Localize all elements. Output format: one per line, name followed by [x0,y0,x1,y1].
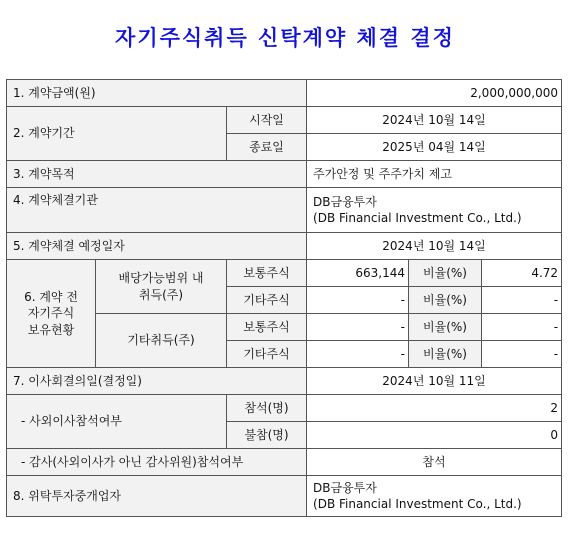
common-stock-qty: 663,144 [307,260,409,287]
absent-count: 0 [307,422,562,449]
contract-institution-label: 4. 계약체결기관 [7,188,307,233]
common-stock-label: 보통주식 [227,314,307,341]
table-row [7,107,562,134]
broker-value [307,476,562,517]
table-row [7,476,562,517]
contract-purpose-label: 3. 계약목적 [7,161,307,188]
other-stock-qty: - [307,341,409,368]
table-row [7,80,562,107]
broker-name-en: (DB Financial Investment Co., Ltd.) [313,497,522,511]
broker-name: DB금융투자 [313,480,377,495]
table-row [7,449,562,476]
other-acquisition-label: 기타취득(주) [96,314,227,368]
outside-directors-label: - 사외이사참석여부 [7,395,227,449]
other-stock-ratio: - [482,287,562,314]
table-row [7,188,562,233]
start-date-label: 시작일 [227,107,307,134]
table-row [7,395,562,422]
table-row [7,161,562,188]
institution-name: DB금융투자 [313,194,377,209]
board-resolution-value: 2024년 10월 11일 [307,368,562,395]
auditor-attendance-label: - 감사(사외이사가 아닌 감사위원)참석여부 [7,449,307,476]
disclosure-table [6,79,562,517]
contract-period-label: 2. 계약기간 [7,107,227,161]
scheduled-date-value: 2024년 10월 14일 [307,233,562,260]
present-count: 2 [307,395,562,422]
dividend-range-acquisition-label [96,260,227,314]
holdings-label-line: 보유현황 [27,322,75,337]
common-stock-qty: - [307,314,409,341]
common-stock-label: 보통주식 [227,260,307,287]
holdings-label-line: 자기주식 [27,306,75,321]
holdings-label-line: 6. 계약 전 [24,290,78,305]
table-row [7,233,562,260]
holdings-label [7,260,96,368]
institution-name-en: (DB Financial Investment Co., Ltd.) [313,211,522,225]
auditor-attendance-value: 참석 [307,449,562,476]
contract-amount-label: 1. 계약금액(원) [7,80,307,107]
absent-label: 불참(명) [227,422,307,449]
end-date-value: 2025년 04월 14일 [307,134,562,161]
broker-label: 8. 위탁투자중개업자 [7,476,307,517]
other-stock-ratio: - [482,341,562,368]
table-row [7,368,562,395]
scheduled-date-label: 5. 계약체결 예정일자 [7,233,307,260]
present-label: 참석(명) [227,395,307,422]
ratio-label: 비율(%) [409,260,482,287]
group-label-line: 취득(주) [138,287,184,302]
other-stock-label: 기타주식 [227,341,307,368]
start-date-value: 2024년 10월 14일 [307,107,562,134]
common-stock-ratio: 4.72 [482,260,562,287]
board-resolution-label: 7. 이사회결의일(결정일) [7,368,307,395]
other-stock-label: 기타주식 [227,287,307,314]
page-title: 자기주식취득 신탁계약 체결 결정 [115,25,455,50]
ratio-label: 비율(%) [409,314,482,341]
other-stock-qty: - [307,287,409,314]
ratio-label: 비율(%) [409,341,482,368]
table-row [7,260,562,287]
contract-institution-value [307,188,562,233]
contract-amount-value: 2,000,000,000 [307,80,562,107]
end-date-label: 종료일 [227,134,307,161]
common-stock-ratio: - [482,314,562,341]
ratio-label: 비율(%) [409,287,482,314]
group-label-line: 배당가능범위 내 [118,271,204,286]
contract-purpose-value: 주가안정 및 주주가치 제고 [307,161,562,188]
